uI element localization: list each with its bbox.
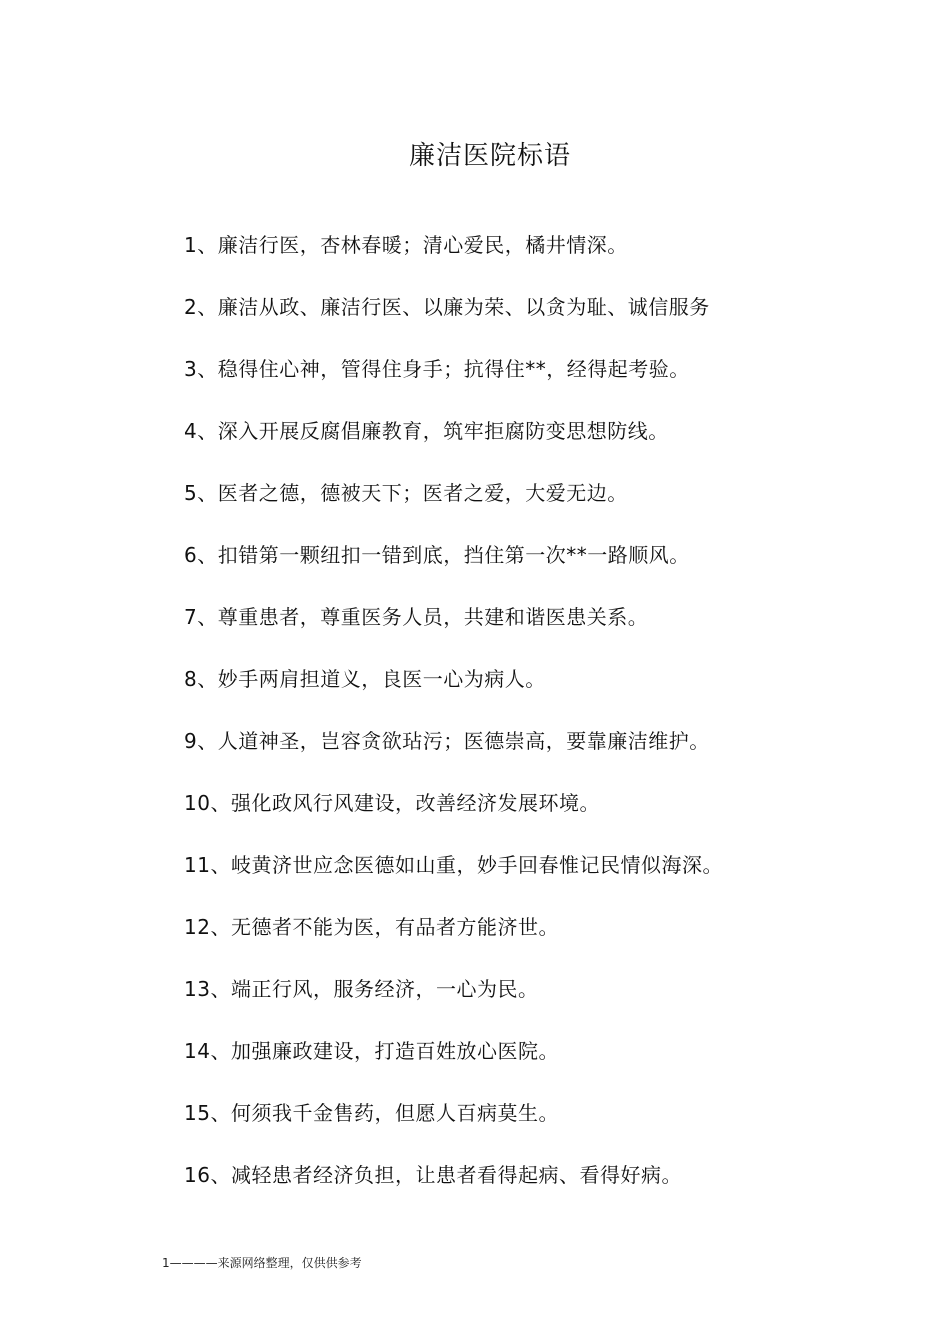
list-item: 10、强化政风行风建设，改善经济发展环境。 xyxy=(184,791,600,815)
page-footer: 1————来源网络整理，仅供供参考 xyxy=(162,1256,362,1270)
list-item: 4、深入开展反腐倡廉教育，筑牢拒腐防变思想防线。 xyxy=(184,419,669,443)
list-item: 15、何须我千金售药，但愿人百病莫生。 xyxy=(184,1101,559,1125)
list-item: 5、医者之德，德被天下；医者之爱，大爱无边。 xyxy=(184,481,628,505)
list-item: 14、加强廉政建设，打造百姓放心医院。 xyxy=(184,1039,559,1063)
list-item: 3、稳得住心神，管得住身手；抗得住**，经得起考验。 xyxy=(184,357,690,381)
list-item: 6、扣错第一颗纽扣一错到底，挡住第一次**一路顺风。 xyxy=(184,543,690,567)
list-item: 16、减轻患者经济负担，让患者看得起病、看得好病。 xyxy=(184,1163,682,1187)
list-item: 2、廉洁从政、廉洁行医、以廉为荣、以贪为耻、诚信服务 xyxy=(184,295,710,319)
slogan-list xyxy=(184,228,723,1220)
list-item: 1、廉洁行医，杏林春暖；清心爱民，橘井情深。 xyxy=(184,233,628,257)
list-item: 7、尊重患者，尊重医务人员，共建和谐医患关系。 xyxy=(184,605,649,629)
list-item: 13、端正行风，服务经济，一心为民。 xyxy=(184,977,539,1001)
page-title: 廉洁医院标语 xyxy=(408,141,571,171)
list-item: 12、无德者不能为医，有品者方能济世。 xyxy=(184,915,559,939)
list-item: 8、妙手两肩担道义，良医一心为病人。 xyxy=(184,667,546,691)
list-item: 11、岐黄济世应念医德如山重，妙手回春惟记民情似海深。 xyxy=(184,853,723,877)
list-item: 9、人道神圣，岂容贪欲玷污；医德崇高，要靠廉洁维护。 xyxy=(184,729,710,753)
